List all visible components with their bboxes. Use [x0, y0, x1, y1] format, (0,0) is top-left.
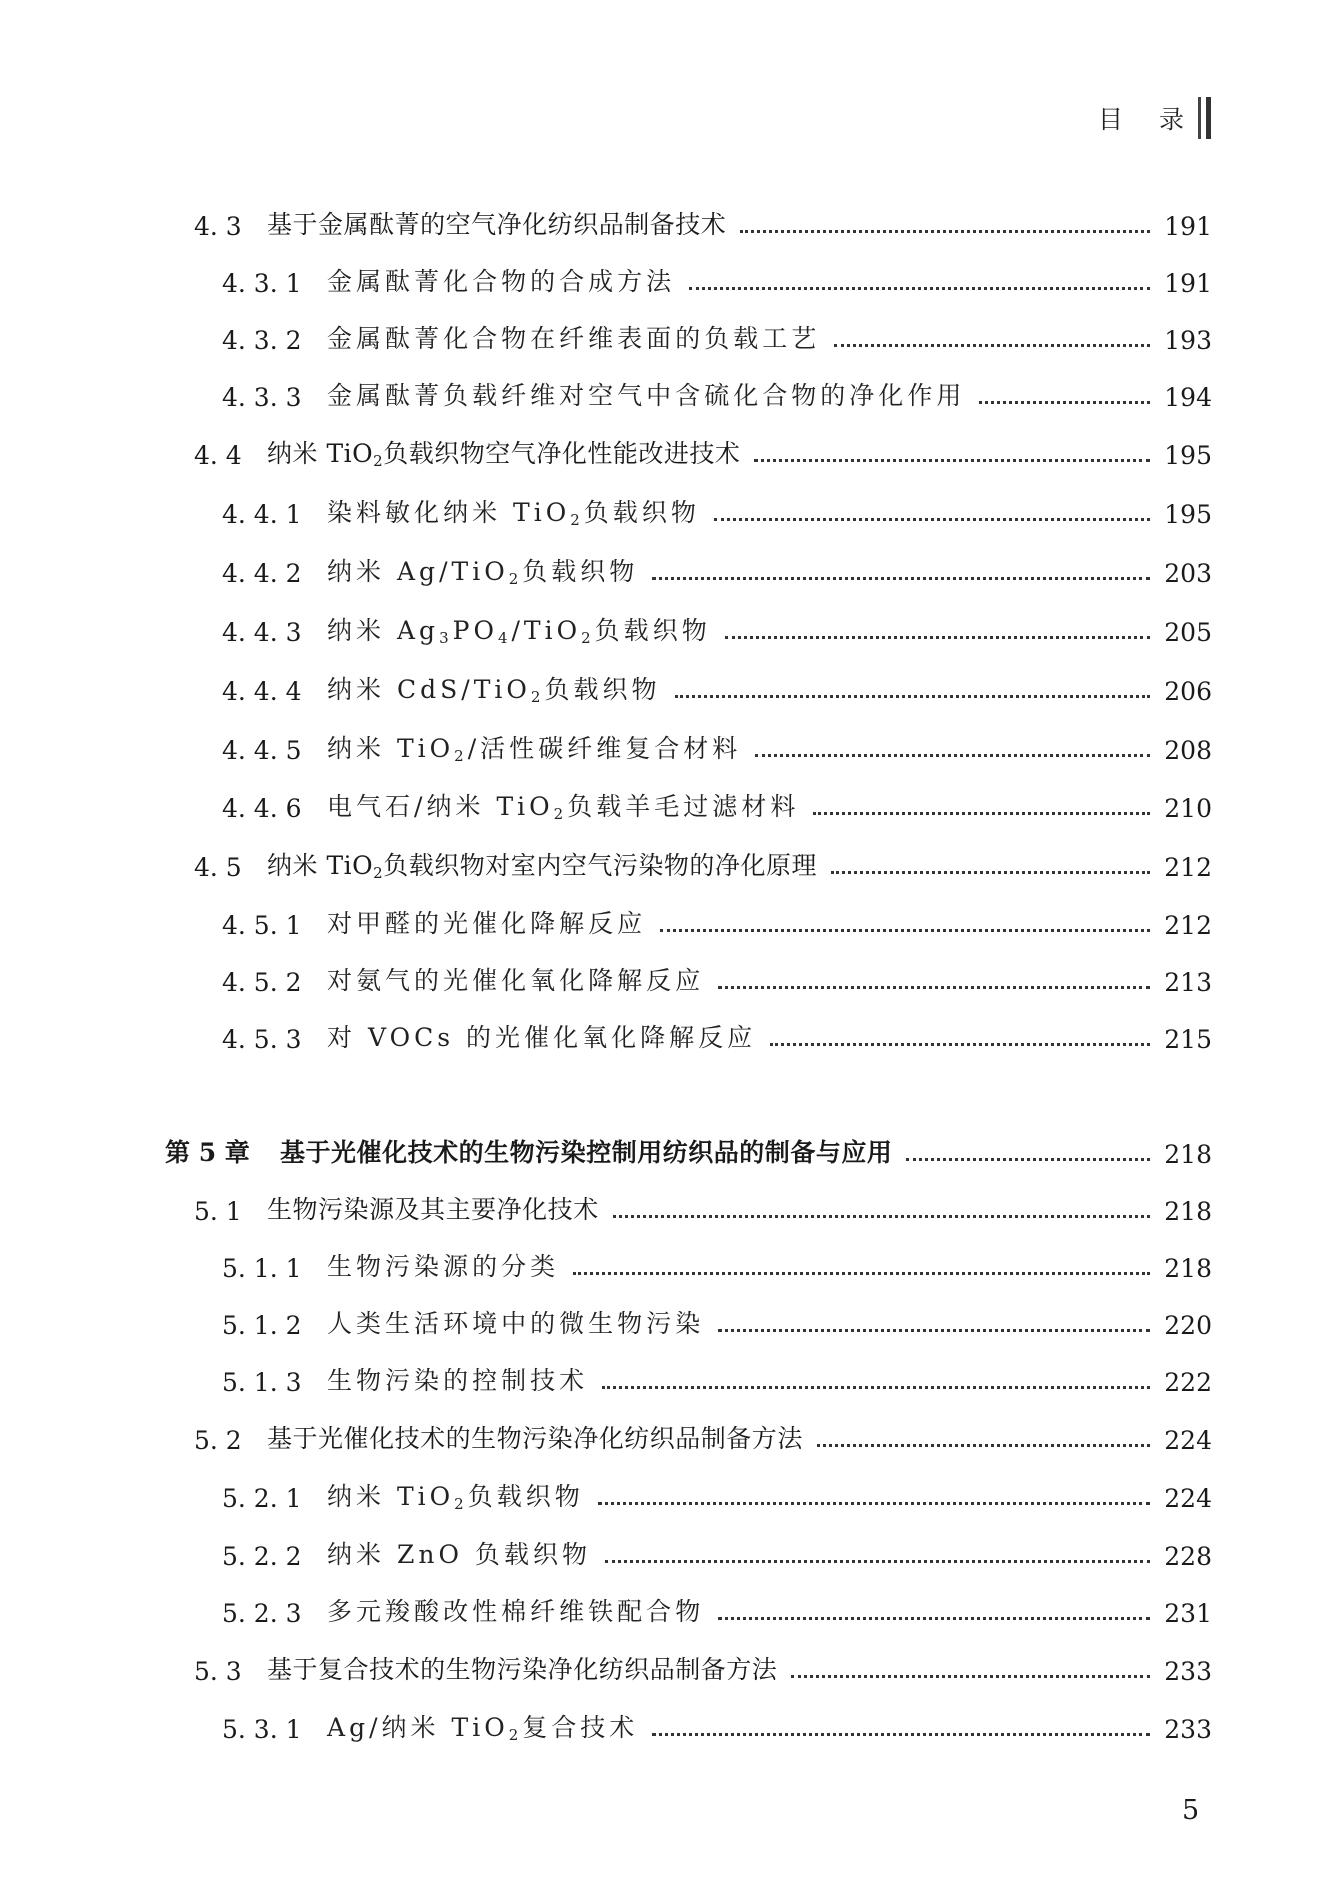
toc-entry-number: 4. 4. 2	[222, 559, 302, 588]
toc-entry-title: 纳米 CdS/TiO$_2$负载织物	[327, 675, 661, 706]
toc-entry[interactable]	[0, 729, 1331, 769]
toc-entry-number: 4. 5. 1	[222, 911, 302, 940]
leader-dots	[718, 986, 1150, 989]
toc-entry-page: 213	[1164, 968, 1212, 997]
toc-entry-title: Ag/纳米 TiO$_2$复合技术	[327, 1713, 639, 1744]
leader-dots	[602, 1386, 1150, 1389]
toc-entry-title: 对氨气的光催化氧化降解反应	[327, 966, 705, 995]
toc-entry-title: 基于光催化技术的生物污染净化纺织品制备方法	[267, 1424, 803, 1453]
toc-entry-number: 5. 3. 1	[222, 1715, 302, 1744]
toc-entry-page: 224	[1164, 1426, 1212, 1455]
toc-entry-title: 金属酞菁化合物的合成方法	[327, 267, 676, 296]
toc-entry-page: 194	[1164, 383, 1212, 412]
toc-entry[interactable]	[0, 904, 1331, 944]
toc-entry-number: 4. 5. 2	[222, 968, 302, 997]
leader-dots	[791, 1675, 1150, 1678]
leader-dots	[755, 754, 1150, 757]
toc-entry-page: 231	[1164, 1599, 1212, 1628]
toc-entry-title: 基于金属酞菁的空气净化纺织品制备技术	[267, 210, 727, 239]
leader-dots	[660, 929, 1150, 932]
toc-entry-number: 4. 4. 6	[222, 794, 302, 823]
toc-entry-page: 233	[1164, 1657, 1212, 1686]
toc-entry[interactable]	[0, 1133, 1331, 1173]
toc-entry-page: 218	[1164, 1197, 1212, 1226]
toc-entry-title: 基于复合技术的生物污染净化纺织品制备方法	[267, 1655, 778, 1684]
toc-entry-page: 218	[1164, 1140, 1212, 1169]
toc-entry-number: 5. 1. 1	[222, 1254, 302, 1283]
leader-dots	[834, 344, 1150, 347]
toc-entry-title: 电气石/纳米 TiO$_2$负载羊毛过滤材料	[327, 792, 800, 823]
toc-entry[interactable]	[0, 1650, 1331, 1690]
toc-entry-title: 金属酞菁负载纤维对空气中含硫化合物的净化作用	[327, 381, 966, 410]
toc-entry-page: 233	[1164, 1715, 1212, 1744]
toc-entry-page: 220	[1164, 1311, 1212, 1340]
leader-dots	[675, 695, 1151, 698]
toc-entry-number: 5. 1. 2	[222, 1311, 302, 1340]
toc-entry[interactable]	[0, 1708, 1331, 1748]
toc-entry-number: 4. 5	[194, 853, 242, 882]
toc-entry[interactable]	[0, 1190, 1331, 1230]
toc-entry-number: 5. 2	[194, 1426, 242, 1455]
toc-entry[interactable]	[0, 376, 1331, 416]
toc-entry[interactable]	[0, 434, 1331, 474]
toc-entry-page: 205	[1164, 618, 1212, 647]
leader-dots	[652, 577, 1150, 580]
toc-entry-page: 195	[1164, 441, 1212, 470]
leader-dots	[725, 636, 1151, 639]
toc-entry-title: 对甲醛的光催化降解反应	[327, 909, 647, 938]
toc-entry[interactable]	[0, 319, 1331, 359]
toc-entry-title: 基于光催化技术的生物污染控制用纺织品的制备与应用	[280, 1138, 893, 1167]
toc-entry-number: 5. 2. 1	[222, 1484, 302, 1513]
toc-entry[interactable]	[0, 670, 1331, 710]
leader-dots	[613, 1215, 1151, 1218]
toc-entry-page: 208	[1164, 736, 1212, 765]
toc-entry[interactable]	[0, 1477, 1331, 1517]
toc-entry[interactable]	[0, 262, 1331, 302]
leader-dots	[831, 871, 1150, 874]
toc-entry[interactable]	[0, 611, 1331, 651]
toc-entry-number: 4. 3. 2	[222, 326, 302, 355]
toc-entry-page: 203	[1164, 559, 1212, 588]
leader-dots	[813, 812, 1150, 815]
toc-entry-number: 4. 4. 1	[222, 500, 302, 529]
toc-entry-page: 212	[1164, 911, 1212, 940]
toc-entry-title: 人类生活环境中的微生物污染	[327, 1309, 705, 1338]
toc-entry-title: 生物污染的控制技术	[327, 1366, 589, 1395]
toc-entry-page: 193	[1164, 326, 1212, 355]
toc-entry-title: 多元羧酸改性棉纤维铁配合物	[327, 1597, 705, 1626]
toc-entry-page: 215	[1164, 1025, 1212, 1054]
leader-dots	[689, 287, 1150, 290]
toc-entry-number: 5. 2. 2	[222, 1542, 302, 1571]
toc-entry-page: 228	[1164, 1542, 1212, 1571]
toc-entry-number: 5. 2. 3	[222, 1599, 302, 1628]
toc-entry-number: 4. 4. 4	[222, 677, 302, 706]
toc-entry-title: 纳米 TiO$_2$负载织物对室内空气污染物的净化原理	[267, 851, 817, 882]
header-rule	[1198, 97, 1201, 139]
toc-entry[interactable]	[0, 205, 1331, 245]
leader-dots	[598, 1502, 1151, 1505]
page-number: 5	[1182, 1795, 1200, 1826]
toc-entry-number: 4. 4. 3	[222, 618, 302, 647]
leader-dots	[817, 1444, 1150, 1447]
toc-entry-number: 5. 1	[194, 1197, 242, 1226]
toc-entry-page: 222	[1164, 1368, 1212, 1397]
toc-entry-number: 4. 4. 5	[222, 736, 302, 765]
toc-entry-number: 5. 1. 3	[222, 1368, 302, 1397]
toc-entry-number: 4. 5. 3	[222, 1025, 302, 1054]
toc-entry[interactable]	[0, 1018, 1331, 1058]
toc-entry-title: 纳米 TiO$_2$负载织物	[327, 1482, 584, 1513]
toc-entry-title: 纳米 $Ag_3PO_4/TiO_2$负载织物	[327, 616, 711, 647]
leader-dots	[605, 1560, 1150, 1563]
leader-dots	[718, 1329, 1150, 1332]
toc-entry-title: 对 VOCs 的光催化氧化降解反应	[327, 1023, 757, 1052]
toc-entry[interactable]	[0, 846, 1331, 886]
toc-entry-number: 4. 3. 1	[222, 269, 302, 298]
toc-entry[interactable]	[0, 1592, 1331, 1632]
toc-entry-number: 4. 3	[194, 212, 242, 241]
toc-entry-number: 第 5 章	[165, 1138, 250, 1167]
toc-entry[interactable]	[0, 961, 1331, 1001]
toc-entry[interactable]	[0, 1535, 1331, 1575]
leader-dots	[718, 1617, 1150, 1620]
toc-entry[interactable]	[0, 1304, 1331, 1344]
running-head: 目 录	[1098, 105, 1198, 134]
toc-entry-number: 5. 3	[194, 1657, 242, 1686]
toc-entry-title: 金属酞菁化合物在纤维表面的负载工艺	[327, 324, 821, 353]
leader-dots	[573, 1272, 1150, 1275]
toc-entry[interactable]	[0, 493, 1331, 533]
toc-entry[interactable]	[0, 552, 1331, 592]
leader-dots	[979, 401, 1150, 404]
toc-entry-title: 纳米 TiO$_2$负载织物空气净化性能改进技术	[267, 439, 741, 470]
leader-dots	[770, 1043, 1150, 1046]
toc-entry-page: 195	[1164, 500, 1212, 529]
leader-dots	[754, 459, 1150, 462]
toc-entry-title: 染料敏化纳米 TiO$_2$负载织物	[327, 498, 700, 529]
toc-entry-page: 224	[1164, 1484, 1212, 1513]
toc-entry[interactable]	[0, 1361, 1331, 1401]
leader-dots	[740, 230, 1150, 233]
toc-entry[interactable]	[0, 1247, 1331, 1287]
toc-entry-title: 生物污染源及其主要净化技术	[267, 1195, 599, 1224]
leader-dots	[906, 1158, 1150, 1161]
toc-entry-page: 191	[1164, 269, 1212, 298]
toc-entry[interactable]	[0, 1419, 1331, 1459]
toc-entry-page: 206	[1164, 677, 1212, 706]
toc-entry-page: 191	[1164, 212, 1212, 241]
toc-entry-page: 212	[1164, 853, 1212, 882]
toc-entry-page: 218	[1164, 1254, 1212, 1283]
leader-dots	[652, 1733, 1150, 1736]
toc-entry-title: 纳米 TiO$_2$/活性碳纤维复合材料	[327, 734, 742, 765]
toc-entry-title: 纳米 Ag/TiO$_2$负载织物	[327, 557, 639, 588]
leader-dots	[714, 518, 1150, 521]
toc-entry-number: 4. 3. 3	[222, 383, 302, 412]
toc-entry-title: 纳米 ZnO 负载织物	[327, 1540, 591, 1569]
header-rule	[1206, 97, 1211, 139]
toc-entry-title: 生物污染源的分类	[327, 1252, 560, 1281]
toc-entry-page: 210	[1164, 794, 1212, 823]
toc-entry[interactable]	[0, 787, 1331, 827]
toc-entry-number: 4. 4	[194, 441, 242, 470]
